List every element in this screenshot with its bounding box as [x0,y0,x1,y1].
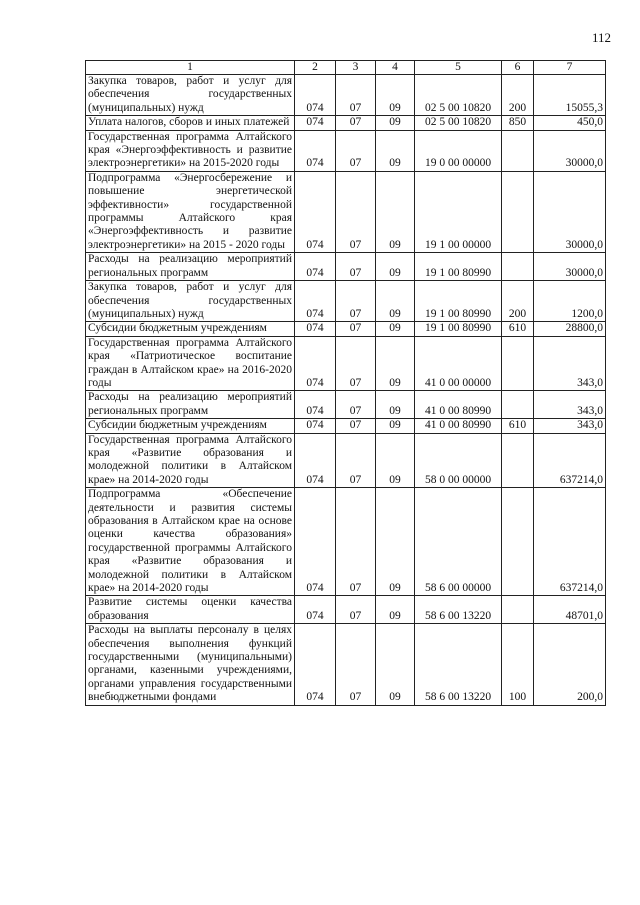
header-cell: 4 [376,61,415,75]
header-cell: 1 [86,61,295,75]
section-code-cell: 07 [336,336,376,391]
admin-code-cell: 074 [295,281,336,322]
table-row [86,75,606,116]
admin-code-cell: 074 [295,130,336,171]
amount-cell: 48701,0 [534,596,606,624]
item-name-cell: Субсидии бюджетным учреждениям [86,419,295,433]
subsection-code-cell: 09 [376,116,415,130]
target-article-cell: 58 0 00 00000 [415,433,502,488]
expense-type-cell: 200 [502,281,534,322]
target-article-cell: 58 6 00 00000 [415,488,502,596]
target-article-cell: 19 1 00 00000 [415,171,502,252]
item-name-cell: Закупка товаров, работ и услуг для обеспечения государственных (муниципальных) нужд [86,281,295,322]
item-name-cell: Расходы на выплаты персоналу в целях обеспечения выполнения функций государственными (муниципальными) органами, казенными учреждениями, органами управления государственными внебюджетными фондами [86,624,295,705]
section-code-cell: 07 [336,624,376,705]
item-name-cell: Государственная программа Алтайского края «Патриотическое воспитание граждан в Алтайском крае» на 2016-2020 годы [86,336,295,391]
target-article-cell: 19 1 00 80990 [415,322,502,336]
amount-cell: 637214,0 [534,488,606,596]
target-article-cell: 41 0 00 80990 [415,419,502,433]
table-row [86,596,606,624]
expense-type-cell [502,336,534,391]
expense-type-cell [502,391,534,419]
target-article-cell: 19 1 00 80990 [415,281,502,322]
subsection-code-cell: 09 [376,419,415,433]
target-article-cell: 02 5 00 10820 [415,116,502,130]
budget-table [85,60,606,706]
header-row [86,61,606,75]
target-article-cell: 58 6 00 13220 [415,596,502,624]
table-row [86,391,606,419]
amount-cell: 343,0 [534,419,606,433]
amount-cell: 28800,0 [534,322,606,336]
subsection-code-cell: 09 [376,433,415,488]
subsection-code-cell: 09 [376,253,415,281]
admin-code-cell: 074 [295,488,336,596]
amount-cell: 1200,0 [534,281,606,322]
amount-cell: 30000,0 [534,253,606,281]
amount-cell: 30000,0 [534,130,606,171]
admin-code-cell: 074 [295,322,336,336]
admin-code-cell: 074 [295,75,336,116]
amount-cell: 15055,3 [534,75,606,116]
header-cell: 5 [415,61,502,75]
section-code-cell: 07 [336,391,376,419]
item-name-cell: Расходы на реализацию мероприятий региональных программ [86,391,295,419]
subsection-code-cell: 09 [376,281,415,322]
amount-cell: 637214,0 [534,433,606,488]
subsection-code-cell: 09 [376,336,415,391]
section-code-cell: 07 [336,419,376,433]
expense-type-cell [502,171,534,252]
item-name-cell: Закупка товаров, работ и услуг для обеспечения государственных (муниципальных) нужд [86,75,295,116]
expense-type-cell: 850 [502,116,534,130]
admin-code-cell: 074 [295,391,336,419]
section-code-cell: 07 [336,253,376,281]
amount-cell: 200,0 [534,624,606,705]
amount-cell: 30000,0 [534,171,606,252]
item-name-cell: Развитие системы оценки качества образования [86,596,295,624]
subsection-code-cell: 09 [376,171,415,252]
header-cell: 7 [534,61,606,75]
target-article-cell: 41 0 00 80990 [415,391,502,419]
admin-code-cell: 074 [295,253,336,281]
table-row [86,624,606,705]
section-code-cell: 07 [336,322,376,336]
target-article-cell: 41 0 00 00000 [415,336,502,391]
admin-code-cell: 074 [295,433,336,488]
subsection-code-cell: 09 [376,391,415,419]
item-name-cell: Подпрограмма «Энергосбережение и повышение энергетической эффективности» государственной программы Алтайского края «Энергоэффективность и развитие электроэнергетики» на 2015 - 2020 годы [86,171,295,252]
table-row [86,253,606,281]
admin-code-cell: 074 [295,116,336,130]
expense-type-cell [502,488,534,596]
item-name-cell: Государственная программа Алтайского края «Развитие образования и молодежной политики в Алтайском крае» на 2014-2020 годы [86,433,295,488]
item-name-cell: Расходы на реализацию мероприятий региональных программ [86,253,295,281]
subsection-code-cell: 09 [376,596,415,624]
expense-type-cell: 100 [502,624,534,705]
section-code-cell: 07 [336,488,376,596]
item-name-cell: Подпрограмма «Обеспечение деятельности и развития системы образования в Алтайском крае на основе оценки качества образования» государственной программы Алтайского края «Развитие образования и молодежной политики в Алтайском крае» на 2014-2020 годы [86,488,295,596]
target-article-cell: 02 5 00 10820 [415,75,502,116]
section-code-cell: 07 [336,596,376,624]
section-code-cell: 07 [336,130,376,171]
table-row [86,116,606,130]
table-row [86,433,606,488]
subsection-code-cell: 09 [376,322,415,336]
table-row [86,322,606,336]
expense-type-cell [502,596,534,624]
admin-code-cell: 074 [295,596,336,624]
expense-type-cell: 610 [502,419,534,433]
section-code-cell: 07 [336,281,376,322]
subsection-code-cell: 09 [376,130,415,171]
table-row [86,336,606,391]
section-code-cell: 07 [336,116,376,130]
amount-cell: 450,0 [534,116,606,130]
expense-type-cell [502,433,534,488]
header-cell: 3 [336,61,376,75]
table-row [86,171,606,252]
header-cell: 6 [502,61,534,75]
section-code-cell: 07 [336,75,376,116]
section-code-cell: 07 [336,171,376,252]
amount-cell: 343,0 [534,336,606,391]
item-name-cell: Субсидии бюджетным учреждениям [86,322,295,336]
expense-type-cell [502,253,534,281]
table-row [86,130,606,171]
target-article-cell: 58 6 00 13220 [415,624,502,705]
amount-cell: 343,0 [534,391,606,419]
expense-type-cell: 200 [502,75,534,116]
page-number: 112 [592,30,612,45]
table-row [86,419,606,433]
item-name-cell: Государственная программа Алтайского края «Энергоэффективность и развитие электроэнергетики» на 2015-2020 годы [86,130,295,171]
subsection-code-cell: 09 [376,75,415,116]
table-row [86,488,606,596]
admin-code-cell: 074 [295,171,336,252]
admin-code-cell: 074 [295,624,336,705]
admin-code-cell: 074 [295,336,336,391]
subsection-code-cell: 09 [376,624,415,705]
item-name-cell: Уплата налогов, сборов и иных платежей [86,116,295,130]
subsection-code-cell: 09 [376,488,415,596]
table-row [86,281,606,322]
header-cell: 2 [295,61,336,75]
expense-type-cell: 610 [502,322,534,336]
target-article-cell: 19 0 00 00000 [415,130,502,171]
section-code-cell: 07 [336,433,376,488]
admin-code-cell: 074 [295,419,336,433]
target-article-cell: 19 1 00 80990 [415,253,502,281]
expense-type-cell [502,130,534,171]
